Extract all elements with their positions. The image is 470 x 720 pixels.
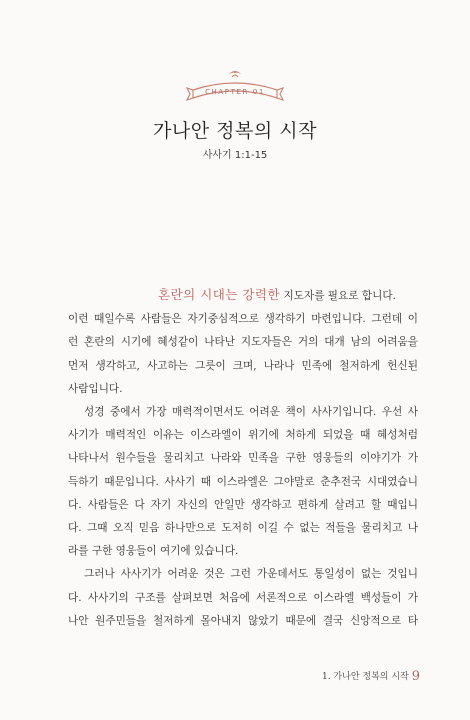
paragraph-line: 사람입니다.	[68, 382, 123, 395]
paragraph-line: 라를 구한 영웅들이 여기에 있습니다.	[68, 545, 239, 558]
paragraph-2	[68, 401, 418, 563]
page-number: 9	[411, 669, 420, 684]
lead-highlight: 혼란의 시대는 강력한	[158, 287, 281, 302]
paragraph-line: 나타나서 원수들을 물리치고 나라와 민족을 구한 영웅들의 이야기가 가	[68, 452, 418, 465]
paragraph-line: 사기가 매력적인 이유는 이스라엘이 위기에 처하게 되었을 때 혜성처럼	[68, 429, 418, 442]
paragraph-1	[68, 283, 418, 401]
paragraph-line: 혼란의 시대는 강력한 지도자를 필요로 합니다.	[158, 287, 396, 302]
paragraph-line: 성경 중에서 가장 매력적이면서도 어려운 책이 사사기입니다. 우선 사	[84, 406, 418, 419]
body-text	[68, 283, 418, 633]
page-footer	[322, 669, 420, 684]
paragraph-line: 나안 원주민들을 철저하게 몰아내지 않았기 때문에 결국 신앙적으로 타	[68, 614, 418, 627]
scripture-reference: 사사기 1:1-15	[202, 150, 268, 161]
paragraph-line: 그러나 사사기가 어려운 것은 그런 가운데서도 통일성이 없는 것입니	[84, 568, 418, 581]
paragraph-3	[68, 563, 418, 633]
paragraph-line: 다. 사사기의 구조를 살펴보면 처음에 서론적으로 이스라엘 백성들이 가	[68, 591, 418, 604]
chapter-label: CHAPTER 01	[205, 88, 265, 96]
chapter-title: 가나안 정복의 시작	[153, 120, 317, 142]
paragraph-line: 런 혼란의 시기에 혜성같이 나타난 지도자들은 거의 대개 남의 어려움을	[68, 336, 418, 349]
running-title: 1. 가나안 정복의 시작	[321, 672, 409, 682]
paragraph-line: 다. 사람들은 다 자기 자신의 안일만 생각하고 편하게 살려고 할 때입니	[68, 498, 418, 511]
paragraph-line: 득하기 때문입니다. 사사기 때 이스라엘은 그야말로 춘추전국 시대였습니	[68, 475, 418, 488]
paragraph-line: 먼저 생각하고, 사고하는 그릇이 크며, 나라나 민족에 철저하게 헌신된	[68, 359, 418, 372]
paragraph-line: 다. 그때 오직 믿음 하나만으로 도저히 이길 수 없는 적들을 물리치고 나	[68, 522, 418, 535]
paragraph-line: 이런 때일수록 사람들은 자기중심적으로 생각하기 마련입니다. 그런데 이	[68, 313, 418, 326]
